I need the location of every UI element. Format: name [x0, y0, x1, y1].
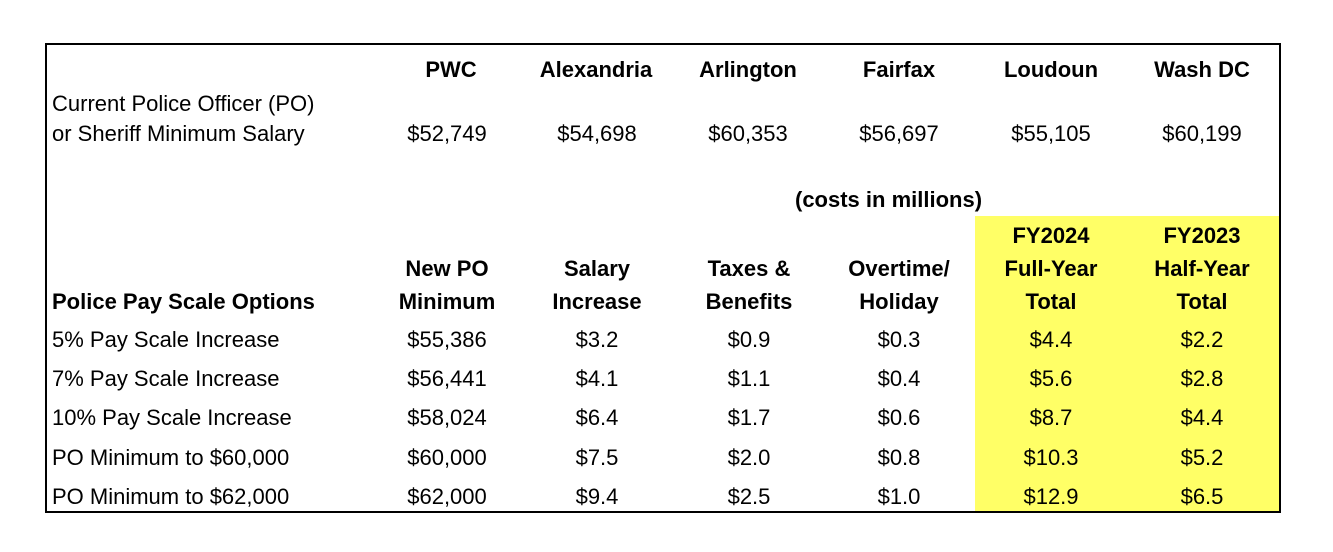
salary-increase: $9.4: [575, 484, 619, 509]
overtime-holiday: $0.6: [877, 405, 921, 430]
header-taxes-1: Taxes &: [707, 256, 791, 281]
overtime-holiday: $0.8: [877, 445, 921, 470]
header-salary-increase-1: Salary: [563, 256, 631, 281]
fy2024-total: $10.3: [1023, 445, 1079, 470]
new-po-minimum: $62,000: [407, 484, 487, 509]
fy2023-total: $2.2: [1180, 327, 1224, 352]
fy2024-total: $4.4: [1029, 327, 1073, 352]
option-label: 7% Pay Scale Increase: [52, 366, 280, 391]
new-po-minimum: $56,441: [407, 366, 487, 391]
option-label: 5% Pay Scale Increase: [52, 327, 280, 352]
salary-washdc: $60,199: [1162, 121, 1242, 146]
fy2023-total: $2.8: [1180, 366, 1224, 391]
salary-label-line2: or Sheriff Minimum Salary: [52, 121, 305, 146]
salary-alexandria: $54,698: [557, 121, 637, 146]
salary-increase: $7.5: [575, 445, 619, 470]
header-options: Police Pay Scale Options: [52, 289, 315, 314]
header-overtime-1: Overtime/: [848, 256, 950, 281]
fy2024-total: $5.6: [1029, 366, 1073, 391]
overtime-holiday: $1.0: [877, 484, 921, 509]
header-new-po-2: Minimum: [398, 289, 496, 314]
salary-fairfax: $56,697: [859, 121, 939, 146]
jurisdiction-alexandria: Alexandria: [539, 57, 653, 82]
jurisdiction-loudoun: Loudoun: [1003, 57, 1099, 82]
overtime-holiday: $0.3: [877, 327, 921, 352]
option-label: PO Minimum to $60,000: [52, 445, 290, 470]
header-fy2023-1: FY2023: [1163, 223, 1241, 248]
salary-label-line1: Current Police Officer (PO): [52, 91, 315, 116]
new-po-minimum: $60,000: [407, 445, 487, 470]
jurisdiction-pwc: PWC: [425, 57, 477, 82]
taxes-benefits: $0.9: [727, 327, 771, 352]
taxes-benefits: $1.1: [727, 366, 771, 391]
header-fy2024-1: FY2024: [1012, 223, 1090, 248]
salary-increase: $4.1: [575, 366, 619, 391]
salary-increase: $6.4: [575, 405, 619, 430]
new-po-minimum: $55,386: [407, 327, 487, 352]
fy2023-total: $4.4: [1180, 405, 1224, 430]
header-fy2023-2: Half-Year: [1154, 256, 1250, 281]
header-overtime-2: Holiday: [859, 289, 939, 314]
option-label: PO Minimum to $62,000: [52, 484, 290, 509]
salary-increase: $3.2: [575, 327, 619, 352]
header-fy2024-2: Full-Year: [1004, 256, 1098, 281]
salary-arlington: $60,353: [708, 121, 788, 146]
overtime-holiday: $0.4: [877, 366, 921, 391]
salary-pwc: $52,749: [407, 121, 487, 146]
fy2023-total: $5.2: [1180, 445, 1224, 470]
fy2023-total: $6.5: [1180, 484, 1224, 509]
option-label: 10% Pay Scale Increase: [52, 405, 292, 430]
header-fy2023-3: Total: [1176, 289, 1228, 314]
header-fy2024-3: Total: [1025, 289, 1077, 314]
header-salary-increase-2: Increase: [552, 289, 642, 314]
jurisdiction-arlington: Arlington: [699, 57, 797, 82]
fy2024-total: $12.9: [1023, 484, 1079, 509]
header-taxes-2: Benefits: [705, 289, 793, 314]
salary-loudoun: $55,105: [1011, 121, 1091, 146]
costs-note: (costs in millions): [795, 187, 983, 212]
header-new-po-1: New PO: [405, 256, 489, 281]
jurisdiction-washdc: Wash DC: [1154, 57, 1250, 82]
taxes-benefits: $1.7: [727, 405, 771, 430]
fy2024-total: $8.7: [1029, 405, 1073, 430]
taxes-benefits: $2.0: [727, 445, 771, 470]
new-po-minimum: $58,024: [407, 405, 487, 430]
jurisdiction-fairfax: Fairfax: [862, 57, 936, 82]
taxes-benefits: $2.5: [727, 484, 771, 509]
